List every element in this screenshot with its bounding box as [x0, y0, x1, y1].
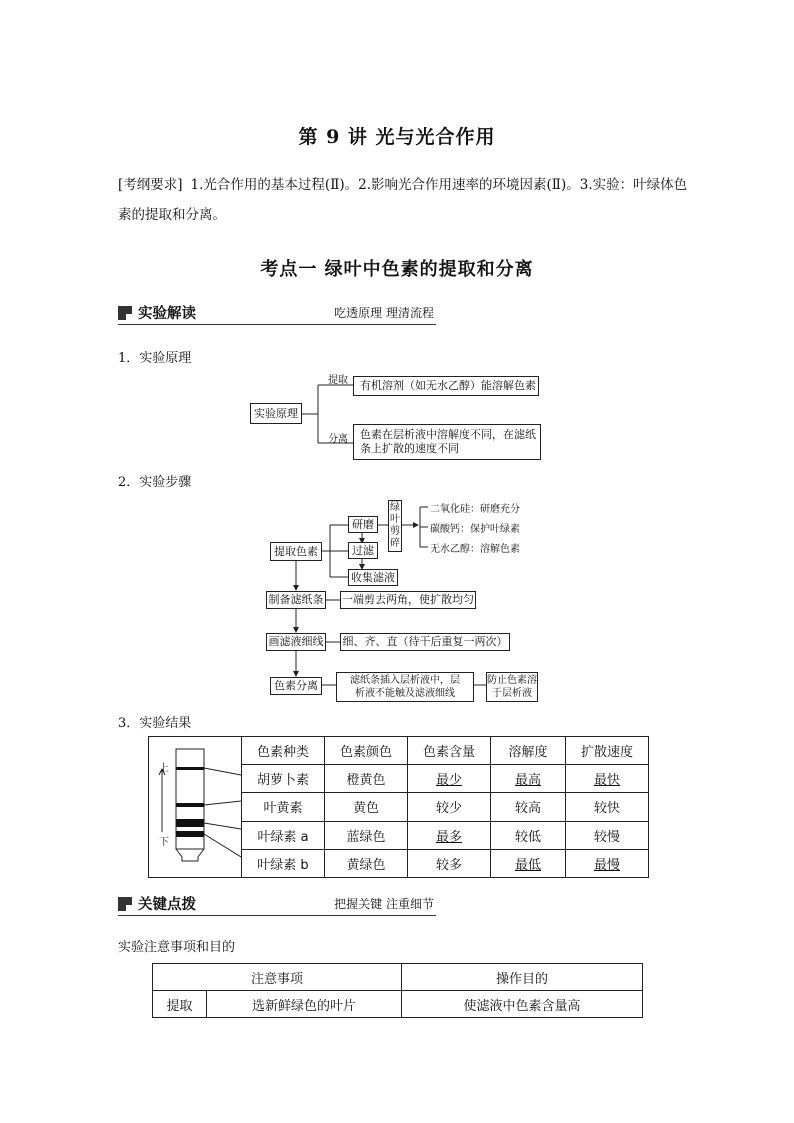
page-title: 第 9 讲 光与光合作用: [298, 126, 496, 148]
separate-line2: 条上扩散的速度不同: [360, 442, 459, 455]
separate-note-line1: 滤纸条插入层析液中，层: [350, 675, 460, 686]
leaf-char-4: 碎: [390, 538, 400, 549]
speed-cell: [566, 765, 649, 793]
branch-box-extract: 有机溶剂（如无水乙醇）能溶解色素: [353, 376, 539, 396]
pigment-cell: 叶绿素 a: [242, 821, 325, 849]
speed-value: 最慢: [593, 857, 620, 873]
branch-label-extract: 提取: [328, 375, 348, 386]
step-line-note: 细、齐、直（待干后重复一两次）: [340, 633, 510, 651]
strip-down-label: 下: [159, 837, 169, 848]
step-collect: 收集滤液: [348, 569, 398, 586]
color-cell: 蓝绿色: [325, 821, 408, 849]
header-cell: 操作目的: [402, 964, 643, 991]
section-banner-experiment: [118, 302, 436, 326]
step-prevent-note: [486, 672, 538, 702]
prevent-line2: 于层析液: [492, 688, 532, 699]
table-row: [153, 991, 643, 1018]
speed-cell: [566, 849, 649, 877]
pigment-cell: 胡萝卜素: [242, 765, 325, 793]
section-heading-steps: 2．实验步骤: [118, 475, 192, 490]
notes-table-wrap: [152, 963, 643, 1018]
separate-note-line2: 析液不能触及滤液细线: [355, 688, 455, 699]
leaf-char-3: 剪: [390, 526, 400, 537]
banner-rule: [118, 915, 436, 916]
banner-rule: [118, 324, 436, 325]
header-cell: 注意事项: [153, 964, 402, 991]
results-table: [148, 736, 649, 878]
step-paper-note: 一端剪去两角，使扩散均匀: [340, 591, 476, 609]
section-heading-principle: 1．实验原理: [118, 351, 192, 366]
requirements-tag: [考纲要求]: [118, 177, 183, 193]
header-cell: 色素种类: [242, 737, 325, 765]
header-cell: 色素含量: [408, 737, 491, 765]
pigment-cell: 叶黄素: [242, 793, 325, 821]
table-row: [149, 737, 649, 765]
step-line: 画滤液细线: [266, 633, 326, 651]
banner-subtitle: 把握关键 注重细节: [334, 897, 434, 911]
chromatogram-cell: [149, 737, 242, 878]
content-cell: [408, 765, 491, 793]
principle-root-box: 实验原理: [250, 403, 302, 424]
branch-box-separate: [353, 424, 541, 460]
note-caco3: 碳酸钙：保护叶绿素: [430, 524, 520, 535]
exam-requirements: [118, 170, 698, 230]
step-extract: 提取色素: [270, 542, 322, 561]
speed-value: 最快: [593, 773, 620, 789]
category-cell: 提取: [153, 991, 207, 1018]
solubility-cell: [491, 849, 566, 877]
branch-label-separate: 分离: [328, 434, 348, 445]
content-cell: 较少: [408, 793, 491, 821]
banner-name: 实验解读: [138, 306, 196, 322]
solubility-cell: 较高: [491, 793, 566, 821]
step-grind: 研磨: [348, 516, 378, 533]
solubility-value: 最高: [514, 773, 541, 789]
notes-intro: 实验注意事项和目的: [118, 940, 236, 955]
notes-table: [152, 963, 643, 1018]
step-filter: 过滤: [348, 542, 378, 559]
leaf-char-2: 叶: [390, 514, 400, 525]
content-value: 最少: [435, 773, 462, 789]
step-paper: 制备滤纸条: [266, 591, 326, 609]
note-sio2: 二氧化硅：研磨充分: [430, 504, 520, 515]
header-cell: 扩散速度: [566, 737, 649, 765]
step-leaf-box: [388, 500, 402, 552]
banner-subtitle: 吃透原理 理清流程: [334, 306, 434, 320]
step-separate-note: [336, 672, 474, 702]
speed-cell: 较快: [566, 793, 649, 821]
header-cell: 色素颜色: [325, 737, 408, 765]
content-cell: [408, 821, 491, 849]
results-table-wrap: [148, 736, 649, 878]
color-cell: 黄色: [325, 793, 408, 821]
strip-up-label: 上: [159, 763, 169, 774]
note-ethanol: 无水乙醇：溶解色素: [430, 544, 520, 555]
section-banner-key-points: [118, 893, 436, 917]
prevent-line1: 防止色素溶: [487, 675, 537, 686]
speed-cell: 较慢: [566, 821, 649, 849]
color-cell: 橙黄色: [325, 765, 408, 793]
section-heading-results: 3．实验结果: [118, 716, 192, 731]
principle-diagram: [240, 366, 550, 462]
precaution-cell: 选新鲜绿色的叶片: [207, 991, 402, 1018]
solubility-value: 最低: [514, 857, 541, 873]
purpose-cell: 使滤液中色素含量高: [402, 991, 643, 1018]
steps-flowchart: [260, 495, 540, 705]
step-separate: 色素分离: [270, 677, 322, 695]
content-value: 最多: [435, 829, 462, 845]
topic-title: 考点一 绿叶中色素的提取和分离: [260, 259, 534, 280]
requirements-text: 1.光合作用的基本过程(Ⅱ)。2.影响光合作用速率的环境因素(Ⅱ)。3.实验：叶绿体色素的提取和分离。: [118, 177, 688, 223]
pigment-cell: 叶绿素 b: [242, 849, 325, 877]
content-cell: 较多: [408, 849, 491, 877]
table-row: [153, 964, 643, 991]
color-cell: 黄绿色: [325, 849, 408, 877]
banner-name: 关键点拨: [138, 897, 196, 913]
square-icon: [118, 897, 132, 911]
solubility-cell: 较低: [491, 821, 566, 849]
leaf-char-1: 绿: [390, 502, 400, 513]
square-icon: [118, 306, 132, 320]
header-cell: 溶解度: [491, 737, 566, 765]
separate-line1: 色素在层析液中溶解度不同，在滤纸: [360, 428, 536, 441]
solubility-cell: [491, 765, 566, 793]
